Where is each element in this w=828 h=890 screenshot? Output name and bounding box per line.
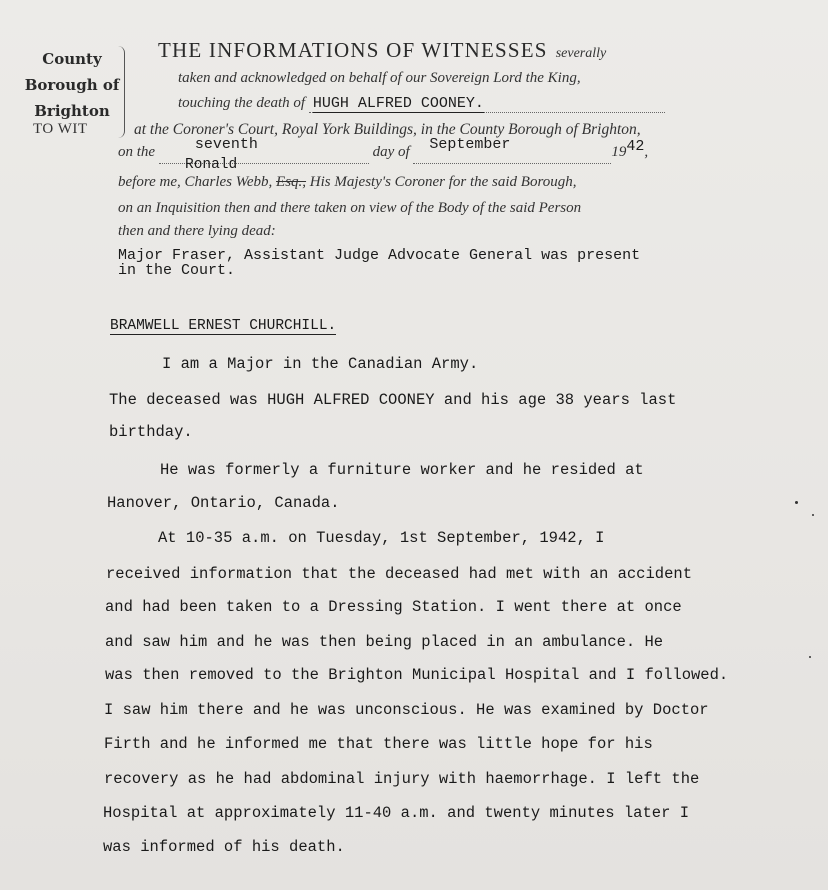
statement-line: was then removed to the Brighton Municipal Hospital and I followed. [105, 666, 729, 684]
paper-speck [812, 514, 814, 516]
statement-line: was informed of his death. [103, 838, 345, 856]
month-field [413, 136, 611, 164]
statement-line: and saw him and he was then being placed in an ambulance. He [105, 633, 664, 651]
brace-divider [118, 46, 125, 138]
on-the-text: on the [118, 144, 156, 160]
jurisdiction-block [20, 46, 124, 124]
statement-line: recovery as he had abdominal injury with haemorrhage. I left the [104, 770, 700, 788]
form-line-7: on an Inquisition then and there taken on view of the Body of the said Person [118, 200, 582, 216]
day-value: seventh [194, 136, 258, 153]
statement-line: received information that the deceased had met with an accident [106, 565, 692, 583]
deceased-name-field [309, 95, 665, 113]
statement-line: The deceased was HUGH ALFRED COONEY and his age 38 years last [109, 391, 677, 409]
coroner-name: Charles Webb, [184, 174, 273, 190]
form-line-4: at the Coroner's Court, Royal York Buildings, in the County Borough of Brighton, [134, 121, 641, 138]
statement-line: and had been taken to a Dressing Station. I went there at once [105, 598, 682, 616]
severally-text: severally [555, 46, 607, 61]
paper-speck [795, 501, 798, 504]
statement-line: Hospital at approximately 11-40 a.m. and twenty minutes later I [103, 804, 689, 822]
inserted-first-name: Ronald [185, 157, 238, 173]
jurisdiction-line: County [42, 50, 102, 68]
deceased-name: HUGH ALFRED COONEY. [312, 95, 484, 112]
statement-line: I saw him there and he was unconscious. He was examined by Doctor [104, 701, 709, 719]
witness-name [110, 318, 336, 334]
form-line-8: then and there lying dead: [118, 223, 276, 239]
esq-struck: Esq., [276, 174, 307, 190]
form-line-3 [178, 95, 665, 113]
statement-line: Firth and he informed me that there was little hope for his [104, 735, 653, 753]
year-suffix: 42 [626, 138, 645, 155]
year-prefix: 19 [611, 144, 627, 160]
form-line-6 [118, 174, 576, 191]
to-wit-label: TO WIT [33, 121, 88, 137]
witness-name-text: BRAMWELL ERNEST CHURCHILL. [110, 318, 337, 334]
presence-note-line: Major Fraser, Assistant Judge Advocate General was present [118, 247, 641, 264]
year-comma: , [644, 144, 649, 160]
jurisdiction-line: Brighton [34, 102, 110, 120]
jurisdiction-line: Borough of [24, 76, 120, 94]
paper-speck [809, 656, 811, 658]
presence-note-line: in the Court. [118, 262, 236, 279]
statement-line: I am a Major in the Canadian Army. [162, 355, 479, 373]
title-text: THE INFORMATIONS OF WITNESSES [158, 38, 548, 62]
before-me-text: before me, [118, 174, 181, 190]
form-title [158, 38, 606, 63]
day-of-text: day of [372, 144, 410, 160]
form-line-2: taken and acknowledged on behalf of our Sovereign Lord the King, [178, 70, 581, 86]
month-value: September [429, 136, 511, 153]
coroner-title-text: His Majesty's Coroner for the said Borough, [309, 174, 577, 190]
statement-line: birthday. [109, 423, 193, 441]
touching-death-text: touching the death of [178, 95, 306, 111]
statement-line: He was formerly a furniture worker and he resided at [160, 461, 644, 479]
statement-line: Hanover, Ontario, Canada. [107, 494, 340, 512]
statement-line: At 10-35 a.m. on Tuesday, 1st September, 1942, I [158, 529, 605, 547]
